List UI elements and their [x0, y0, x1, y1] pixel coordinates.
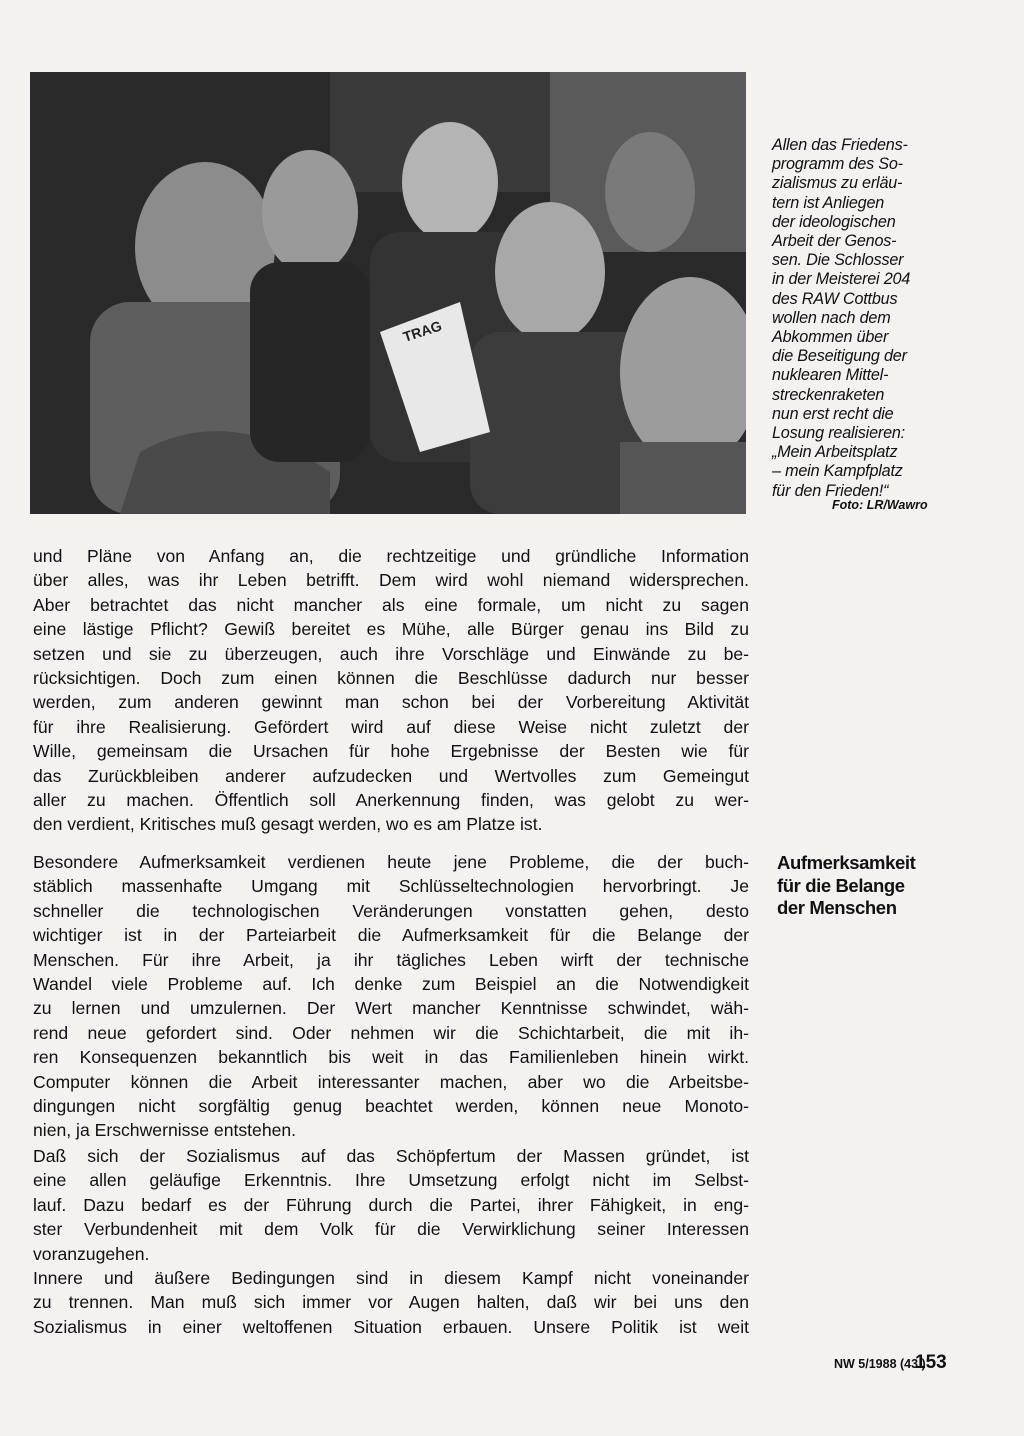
text-line: der ideologischen	[772, 212, 896, 231]
text-line: Sozialismus in einer weltoffenen Situation erbauen. Unsere Politik ist weit	[33, 1316, 749, 1337]
text-line: stäblich massenhafte Umgang mit Schlüsseltechnologien hervorbringt. Je	[33, 876, 749, 897]
text-line: Allen das Friedens-	[772, 136, 908, 154]
text-line: für ihre Realisierung. Gefördert wird auf diese Weise nicht zuletzt der	[33, 716, 749, 737]
photo-caption	[772, 136, 972, 501]
text-line: der Menschen	[777, 897, 897, 918]
text-line: für den Frieden!“	[772, 481, 889, 500]
text-line: schneller die technologischen Veränderungen vonstatten gehen, desto	[33, 900, 749, 921]
text-line: Besondere Aufmerksamkeit verdienen heute jene Probleme, die der buch-	[33, 852, 749, 872]
body-paragraph-1	[33, 544, 749, 837]
text-line: lauf. Dazu bedarf es der Führung durch die Partei, ihrer Fähigkeit, in eng-	[33, 1194, 749, 1215]
newspaper-masthead: TRAG	[400, 317, 444, 345]
text-line: Wille, gemeinsam die Ursachen für hohe Ergebnisse der Besten wie für	[33, 741, 749, 762]
text-line: zialismus zu erläu-	[772, 174, 903, 193]
body-paragraph-2	[33, 850, 749, 1143]
text-line: eine allen geläufige Erkenntnis. Ihre Umsetzung erfolgt nicht im Selbst-	[33, 1170, 749, 1191]
text-line: rend neue gefordert sind. Oder nehmen wir die Schichtarbeit, die mit ih-	[33, 1022, 749, 1043]
text-line: das Zurückbleiben anderer aufzudecken und Wertvolles zum Gemeingut	[33, 765, 749, 786]
text-line: die Beseitigung der	[772, 347, 907, 366]
text-line: über alles, was ihr Leben betrifft. Dem wird wohl niemand widersprechen.	[33, 570, 749, 591]
text-line: nun erst recht die	[772, 404, 894, 423]
text-line: Daß sich der Sozialismus auf das Schöpfertum der Massen gründet, ist	[33, 1146, 749, 1166]
text-line: streckenraketen	[772, 385, 885, 404]
text-line: Innere und äußere Bedingungen sind in diesem Kampf nicht voneinander	[33, 1268, 749, 1288]
text-line: in der Meisterei 204	[772, 270, 911, 289]
text-line: Aber betrachtet das nicht mancher als eine formale, um nicht zu sagen	[33, 594, 749, 615]
text-line: nuklearen Mittel-	[772, 366, 889, 385]
text-line: des RAW Cottbus	[772, 289, 898, 308]
text-line: Abkommen über	[772, 328, 889, 347]
text-line: Computer können die Arbeit interessanter machen, aber wo die Arbeitsbe-	[33, 1071, 749, 1092]
text-line: setzen und sie zu überzeugen, auch ihre Vorschläge und Einwände zu be-	[33, 643, 749, 664]
text-line: den verdient, Kritisches muß gesagt werden, wo es am Platze ist.	[33, 814, 543, 835]
text-line: aller zu machen. Öffentlich soll Anerkennung finden, was gelobt zu wer-	[33, 790, 749, 811]
text-line: voranzugehen.	[33, 1243, 150, 1264]
text-line: Losung realisieren:	[772, 424, 905, 443]
text-line: und Pläne von Anfang an, die rechtzeitige und gründliche Information	[33, 546, 749, 566]
photo-workers-discussion	[30, 72, 746, 514]
section-side-heading	[777, 852, 967, 920]
text-line: wollen nach dem	[772, 308, 891, 327]
text-line: dingungen nicht sorgfältig genug beachtet werden, können neue Monoto-	[33, 1096, 749, 1117]
text-line: wichtiger ist in der Parteiarbeit die Aufmerksamkeit für die Belange der	[33, 925, 749, 946]
journal-reference: NW 5/1988 (43.)	[834, 1357, 926, 1371]
page-number: 153	[915, 1352, 947, 1373]
text-line: „Mein Arbeitsplatz	[772, 443, 898, 462]
text-line: ster Verbundenheit mit dem Volk für die Verwirklichung seiner Interessen	[33, 1219, 749, 1240]
text-line: Wandel viele Probleme auf. Ich denke zum Beispiel an die Notwendigkeit	[33, 974, 749, 995]
text-line: zu trennen. Man muß sich immer vor Augen halten, daß wir bei uns den	[33, 1292, 749, 1313]
text-line: Menschen. Für ihre Arbeit, ja ihr tägliches Leben wirft der technische	[33, 949, 749, 970]
text-line: für die Belange	[777, 874, 905, 896]
text-line: nien, ja Erschwernisse entstehen.	[33, 1120, 297, 1141]
photo-credit: Foto: LR/Wawro	[832, 498, 928, 512]
text-line: eine lästige Pflicht? Gewiß bereitet es Mühe, alle Bürger genau ins Bild zu	[33, 619, 749, 640]
text-line: Aufmerksamkeit	[777, 852, 916, 873]
photo-workers-discussion-icon	[30, 72, 746, 514]
text-line: programm des So-	[772, 155, 903, 174]
text-line: werden, zum anderen gewinnt man schon bei der Vorbereitung Aktivität	[33, 692, 749, 713]
text-line: tern ist Anliegen	[772, 193, 885, 212]
text-line: ren Konsequenzen bekanntlich bis weit in das Familienleben hinein wirkt.	[33, 1047, 749, 1068]
text-line: zu lernen und umzulernen. Der Wert mancher Kenntnisse schwindet, wäh-	[33, 998, 749, 1019]
body-paragraph-4	[33, 1266, 749, 1339]
text-line: rücksichtigen. Doch zum einen können die Beschlüsse dadurch nur besser	[33, 668, 749, 689]
text-line: Arbeit der Genos-	[772, 232, 897, 251]
text-line: sen. Die Schlosser	[772, 251, 904, 270]
text-line: – mein Kampfplatz	[772, 462, 903, 481]
body-paragraph-3	[33, 1144, 749, 1266]
